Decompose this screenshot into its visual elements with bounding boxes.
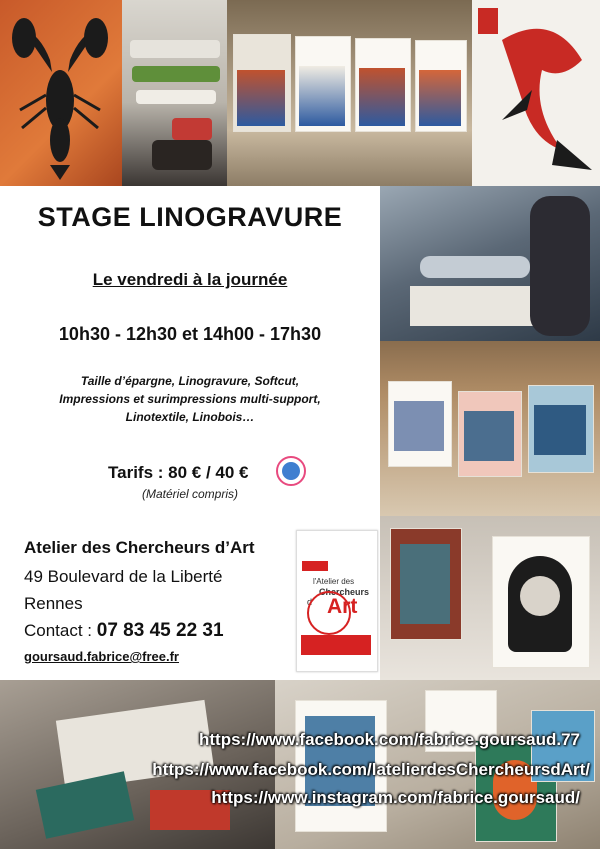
poster-title: STAGE LINOGRAVURE — [37, 202, 343, 232]
printing-press-photo — [380, 186, 600, 341]
leaflet-title-line: d' — [307, 597, 314, 607]
koi-fish-illustration — [472, 0, 600, 186]
pricing: Tarifs : 80 € / 40 € — [108, 463, 249, 482]
street-address: 49 Boulevard de la Liberté — [24, 567, 223, 586]
material-included-note: (Matériel compris) — [141, 487, 238, 501]
lobster-linocut-illustration — [0, 0, 122, 186]
lobster-print-photo — [0, 0, 122, 186]
techniques-list — [20, 372, 360, 426]
facebook-atelier-link[interactable]: https://www.facebook.com/latelierdesChercheursdArt/ — [152, 760, 590, 779]
ink-tubes-roller-photo — [122, 0, 227, 186]
techniques-line: Taille d’épargne, Linogravure, Softcut, — [80, 374, 300, 388]
contact-label: Contact : — [24, 621, 97, 640]
contact-line — [24, 620, 224, 642]
phone-number[interactable]: 07 83 45 22 31 — [96, 620, 224, 641]
workshop-hours: 10h30 - 12h30 et 14h00 - 17h30 — [58, 324, 322, 344]
city: Rennes — [24, 594, 83, 613]
great-wave-prints-photo — [227, 0, 472, 186]
instagram-link[interactable]: https://www.instagram.com/fabrice.goursaud/ — [211, 788, 580, 807]
african-woman-prints-photo — [380, 516, 600, 680]
techniques-line: Impressions et surimpressions multi-support, — [59, 392, 321, 406]
cheque-vacances-logo-icon — [276, 456, 306, 486]
leaflet-art-word: Art — [327, 595, 358, 618]
whale-prints-photo — [380, 341, 600, 516]
koi-fish-print-photo — [472, 0, 600, 186]
techniques-line: Linotextile, Linobois… — [125, 410, 255, 424]
email-link[interactable]: goursaud.fabrice@free.fr — [24, 649, 179, 664]
schedule-subtitle: Le vendredi à la journée — [92, 270, 288, 289]
leaflet-header-band — [302, 561, 328, 571]
facebook-personal-link[interactable]: https://www.facebook.com/fabrice.goursaud.77 — [199, 730, 580, 749]
atelier-name: Atelier des Chercheurs d’Art — [24, 538, 255, 557]
atelier-leaflet — [296, 530, 378, 672]
leaflet-title-line: l'Atelier des — [313, 577, 355, 586]
leaflet-title-line: Chercheurs — [319, 587, 370, 597]
leaflet-footer-band — [301, 635, 371, 655]
